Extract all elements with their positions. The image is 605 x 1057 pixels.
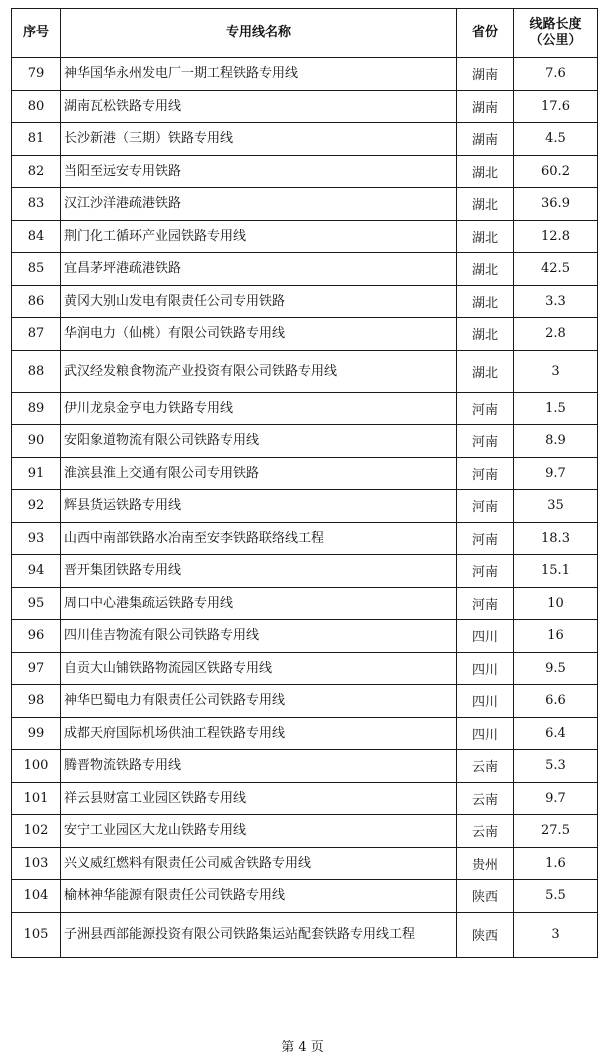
row-length: 9.5 — [514, 652, 598, 685]
row-number: 79 — [12, 58, 61, 91]
row-province: 湖北 — [457, 220, 514, 253]
row-province: 四川 — [457, 620, 514, 653]
row-number: 81 — [12, 123, 61, 156]
row-length: 2.8 — [514, 318, 598, 351]
row-number: 94 — [12, 555, 61, 588]
row-number: 83 — [12, 188, 61, 221]
table-row — [12, 490, 598, 523]
row-length: 6.6 — [514, 685, 598, 718]
row-province: 湖北 — [457, 285, 514, 318]
table-row — [12, 123, 598, 156]
row-name: 榆林神华能源有限责任公司铁路专用线 — [61, 880, 457, 913]
row-number: 82 — [12, 155, 61, 188]
row-length: 1.6 — [514, 847, 598, 880]
row-name: 山西中南部铁路水冶南至安李铁路联络线工程 — [61, 522, 457, 555]
table-row — [12, 350, 598, 392]
page-footer: 第 4 页 — [281, 1040, 324, 1055]
row-name: 祥云县财富工业园区铁路专用线 — [61, 782, 457, 815]
table-row — [12, 847, 598, 880]
row-number: 101 — [12, 782, 61, 815]
row-number: 92 — [12, 490, 61, 523]
row-province: 河南 — [457, 490, 514, 523]
row-province: 四川 — [457, 717, 514, 750]
row-number: 87 — [12, 318, 61, 351]
row-province: 湖南 — [457, 123, 514, 156]
row-name: 成都天府国际机场供油工程铁路专用线 — [61, 717, 457, 750]
row-province: 陕西 — [457, 912, 514, 957]
row-name: 腾晋物流铁路专用线 — [61, 750, 457, 783]
row-number: 93 — [12, 522, 61, 555]
row-name: 武汉经发粮食物流产业投资有限公司铁路专用线 — [61, 350, 457, 392]
row-name: 神华巴蜀电力有限责任公司铁路专用线 — [61, 685, 457, 718]
row-length: 9.7 — [514, 782, 598, 815]
row-length: 60.2 — [514, 155, 598, 188]
row-number: 104 — [12, 880, 61, 913]
row-number: 91 — [12, 457, 61, 490]
row-length: 10 — [514, 587, 598, 620]
row-name: 晋开集团铁路专用线 — [61, 555, 457, 588]
row-name: 华润电力（仙桃）有限公司铁路专用线 — [61, 318, 457, 351]
row-number: 90 — [12, 425, 61, 458]
row-number: 88 — [12, 350, 61, 392]
row-province: 湖北 — [457, 350, 514, 392]
row-length: 27.5 — [514, 815, 598, 848]
row-name: 当阳至远安专用铁路 — [61, 155, 457, 188]
row-number: 89 — [12, 392, 61, 425]
row-name: 黄冈大别山发电有限责任公司专用铁路 — [61, 285, 457, 318]
row-province: 湖北 — [457, 155, 514, 188]
table-row — [12, 782, 598, 815]
table-header-row — [12, 9, 598, 58]
row-number: 99 — [12, 717, 61, 750]
table-row — [12, 457, 598, 490]
table-row — [12, 155, 598, 188]
row-name: 神华国华永州发电厂一期工程铁路专用线 — [61, 58, 457, 91]
row-length: 3 — [514, 350, 598, 392]
row-name: 长沙新港（三期）铁路专用线 — [61, 123, 457, 156]
row-province: 湖南 — [457, 90, 514, 123]
row-length: 4.5 — [514, 123, 598, 156]
row-name: 淮滨县淮上交通有限公司专用铁路 — [61, 457, 457, 490]
table-row — [12, 318, 598, 351]
table-row — [12, 717, 598, 750]
row-province: 河南 — [457, 587, 514, 620]
row-name: 安宁工业园区大龙山铁路专用线 — [61, 815, 457, 848]
row-name: 宜昌茅坪港疏港铁路 — [61, 253, 457, 286]
row-number: 97 — [12, 652, 61, 685]
row-number: 86 — [12, 285, 61, 318]
row-name: 安阳象道物流有限公司铁路专用线 — [61, 425, 457, 458]
row-province: 河南 — [457, 425, 514, 458]
table-row — [12, 58, 598, 91]
row-province: 云南 — [457, 815, 514, 848]
table-row — [12, 90, 598, 123]
table-row — [12, 220, 598, 253]
row-province: 陕西 — [457, 880, 514, 913]
header-province: 省份 — [457, 9, 514, 58]
row-province: 湖南 — [457, 58, 514, 91]
row-name: 荆门化工循环产业园铁路专用线 — [61, 220, 457, 253]
row-length: 3 — [514, 912, 598, 957]
row-name: 兴义威红燃料有限责任公司威舍铁路专用线 — [61, 847, 457, 880]
row-province: 河南 — [457, 555, 514, 588]
table-row — [12, 652, 598, 685]
table-row — [12, 425, 598, 458]
row-length: 35 — [514, 490, 598, 523]
row-province: 贵州 — [457, 847, 514, 880]
row-length: 7.6 — [514, 58, 598, 91]
row-province: 河南 — [457, 457, 514, 490]
railway-table — [11, 8, 598, 958]
table-row — [12, 522, 598, 555]
row-number: 102 — [12, 815, 61, 848]
row-length: 18.3 — [514, 522, 598, 555]
row-number: 80 — [12, 90, 61, 123]
row-province: 湖北 — [457, 253, 514, 286]
row-length: 3.3 — [514, 285, 598, 318]
row-number: 103 — [12, 847, 61, 880]
row-province: 四川 — [457, 652, 514, 685]
row-length: 15.1 — [514, 555, 598, 588]
table-row — [12, 253, 598, 286]
row-length: 9.7 — [514, 457, 598, 490]
row-length: 6.4 — [514, 717, 598, 750]
row-province: 河南 — [457, 522, 514, 555]
row-name: 自贡大山铺铁路物流园区铁路专用线 — [61, 652, 457, 685]
row-name: 伊川龙泉金亨电力铁路专用线 — [61, 392, 457, 425]
row-province: 云南 — [457, 782, 514, 815]
row-province: 四川 — [457, 685, 514, 718]
row-name: 汉江沙洋港疏港铁路 — [61, 188, 457, 221]
table-row — [12, 912, 598, 957]
header-length-line1: 线路长度 — [529, 17, 582, 32]
row-province: 湖北 — [457, 188, 514, 221]
table-row — [12, 620, 598, 653]
row-number: 100 — [12, 750, 61, 783]
row-name: 子洲县西部能源投资有限公司铁路集运站配套铁路专用线工程 — [61, 912, 457, 957]
row-province: 湖北 — [457, 318, 514, 351]
row-name: 周口中心港集疏运铁路专用线 — [61, 587, 457, 620]
header-name: 专用线名称 — [61, 9, 457, 58]
table-row — [12, 555, 598, 588]
row-number: 98 — [12, 685, 61, 718]
table-row — [12, 188, 598, 221]
row-length: 36.9 — [514, 188, 598, 221]
table-row — [12, 750, 598, 783]
row-length: 17.6 — [514, 90, 598, 123]
table-row — [12, 392, 598, 425]
row-length: 1.5 — [514, 392, 598, 425]
row-length: 8.9 — [514, 425, 598, 458]
row-number: 84 — [12, 220, 61, 253]
table-row — [12, 285, 598, 318]
header-length — [514, 9, 598, 58]
row-number: 95 — [12, 587, 61, 620]
row-name: 湖南瓦松铁路专用线 — [61, 90, 457, 123]
row-length: 16 — [514, 620, 598, 653]
table-row — [12, 815, 598, 848]
table-body — [12, 58, 598, 958]
table-row — [12, 587, 598, 620]
row-province: 河南 — [457, 392, 514, 425]
row-length: 12.8 — [514, 220, 598, 253]
row-province: 云南 — [457, 750, 514, 783]
row-number: 105 — [12, 912, 61, 957]
header-index: 序号 — [12, 9, 61, 58]
row-name: 四川佳吉物流有限公司铁路专用线 — [61, 620, 457, 653]
row-number: 85 — [12, 253, 61, 286]
table-row — [12, 685, 598, 718]
table-row — [12, 880, 598, 913]
row-length: 5.3 — [514, 750, 598, 783]
row-number: 96 — [12, 620, 61, 653]
row-length: 5.5 — [514, 880, 598, 913]
row-name: 辉县货运铁路专用线 — [61, 490, 457, 523]
header-length-line2: （公里） — [529, 33, 582, 48]
row-length: 42.5 — [514, 253, 598, 286]
